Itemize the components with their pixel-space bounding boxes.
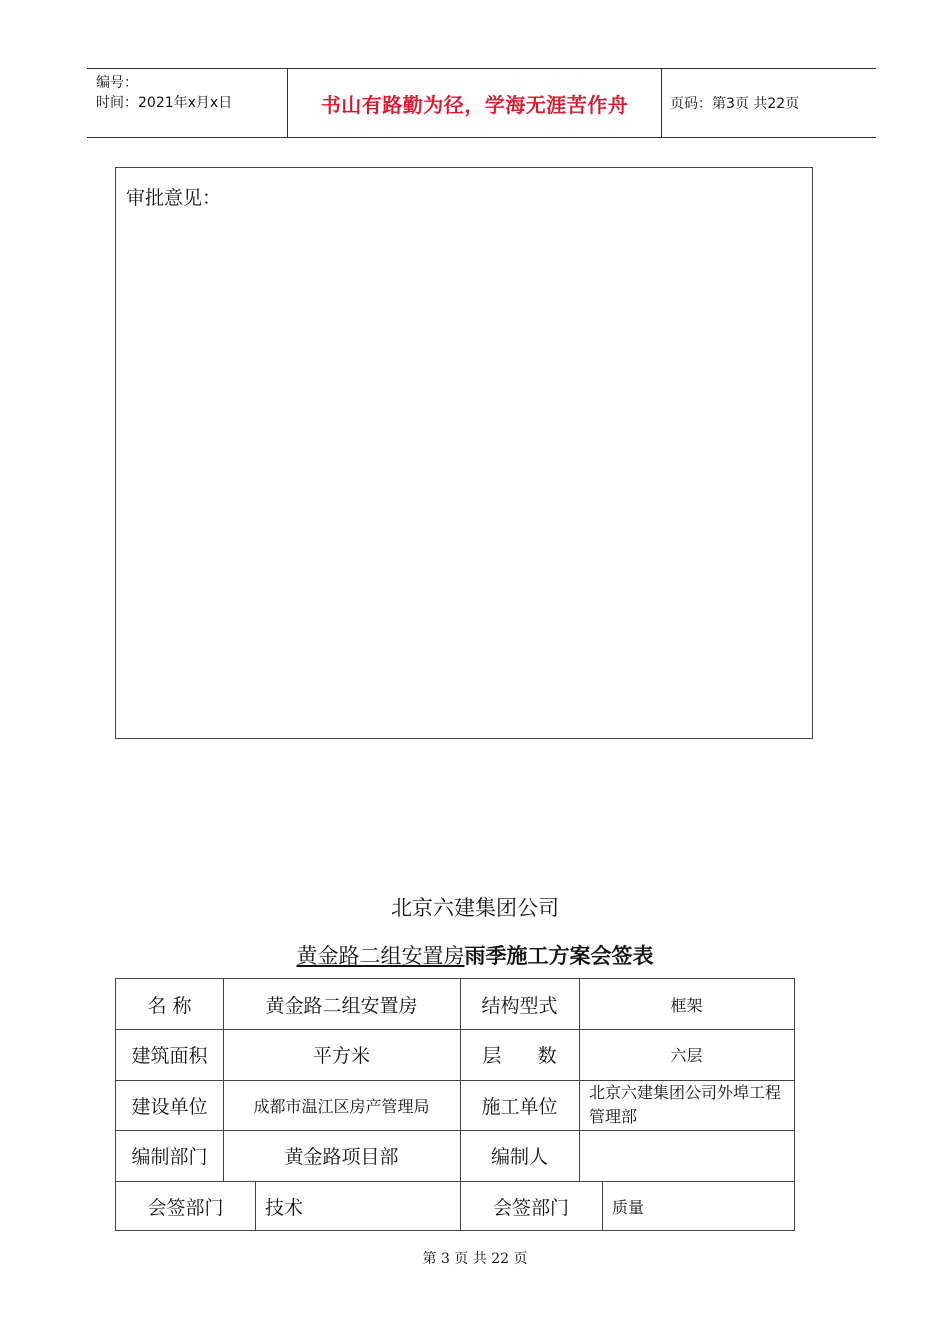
- signoff-table: [115, 978, 795, 1231]
- dept-value: 黄金路项目部: [284, 1146, 399, 1168]
- structure-value: 框架: [670, 995, 703, 1015]
- contractor-label: 施工单位: [481, 1095, 558, 1118]
- name-label: 名 称: [147, 994, 192, 1017]
- sign-dept-label: 会签部门: [492, 1196, 569, 1219]
- page-info: 页码：第3页 共22页: [670, 96, 800, 112]
- form-title-project: 黄金路二组安置房: [296, 944, 465, 968]
- area-value: 平方米: [312, 1045, 370, 1067]
- structure-label: 结构型式: [481, 994, 558, 1017]
- area-label: 建筑面积: [131, 1045, 208, 1067]
- header-motto: [287, 69, 662, 137]
- company-name: 北京六建集团公司: [391, 896, 559, 920]
- author-value: [579, 1130, 794, 1181]
- contractor-value: 北京六建集团公司外埠工程管理部: [589, 1083, 782, 1126]
- name-value: 黄金路二组安置房: [265, 994, 418, 1017]
- floors-label: 层 数: [482, 1045, 557, 1067]
- dept-label: 编制部门: [131, 1146, 208, 1168]
- approval-label: 审批意见：: [126, 187, 222, 209]
- page-footer: 第 3 页 共 22 页: [422, 1251, 528, 1267]
- form-title: [0, 940, 950, 970]
- header-meta: [87, 69, 287, 137]
- builder-value: 成都市温江区房产管理局: [253, 1096, 430, 1116]
- sign-dept-label: 会签部门: [147, 1196, 224, 1219]
- sign-dept-value: 技术: [265, 1196, 304, 1219]
- time-label: 时间：2021年x月x日: [96, 95, 233, 111]
- author-label: 编制人: [490, 1146, 548, 1168]
- form-title-rest: 雨季施工方案会签表: [464, 944, 654, 968]
- motto-text: 书山有路勤为径，学海无涯苦作舟: [320, 92, 629, 117]
- builder-label: 建设单位: [131, 1095, 208, 1118]
- number-label: 编号：: [96, 75, 138, 91]
- page-header: [87, 68, 876, 138]
- floors-value: 六层: [670, 1046, 703, 1065]
- sign-dept-value: 质量: [612, 1197, 645, 1217]
- approval-box: [115, 167, 813, 739]
